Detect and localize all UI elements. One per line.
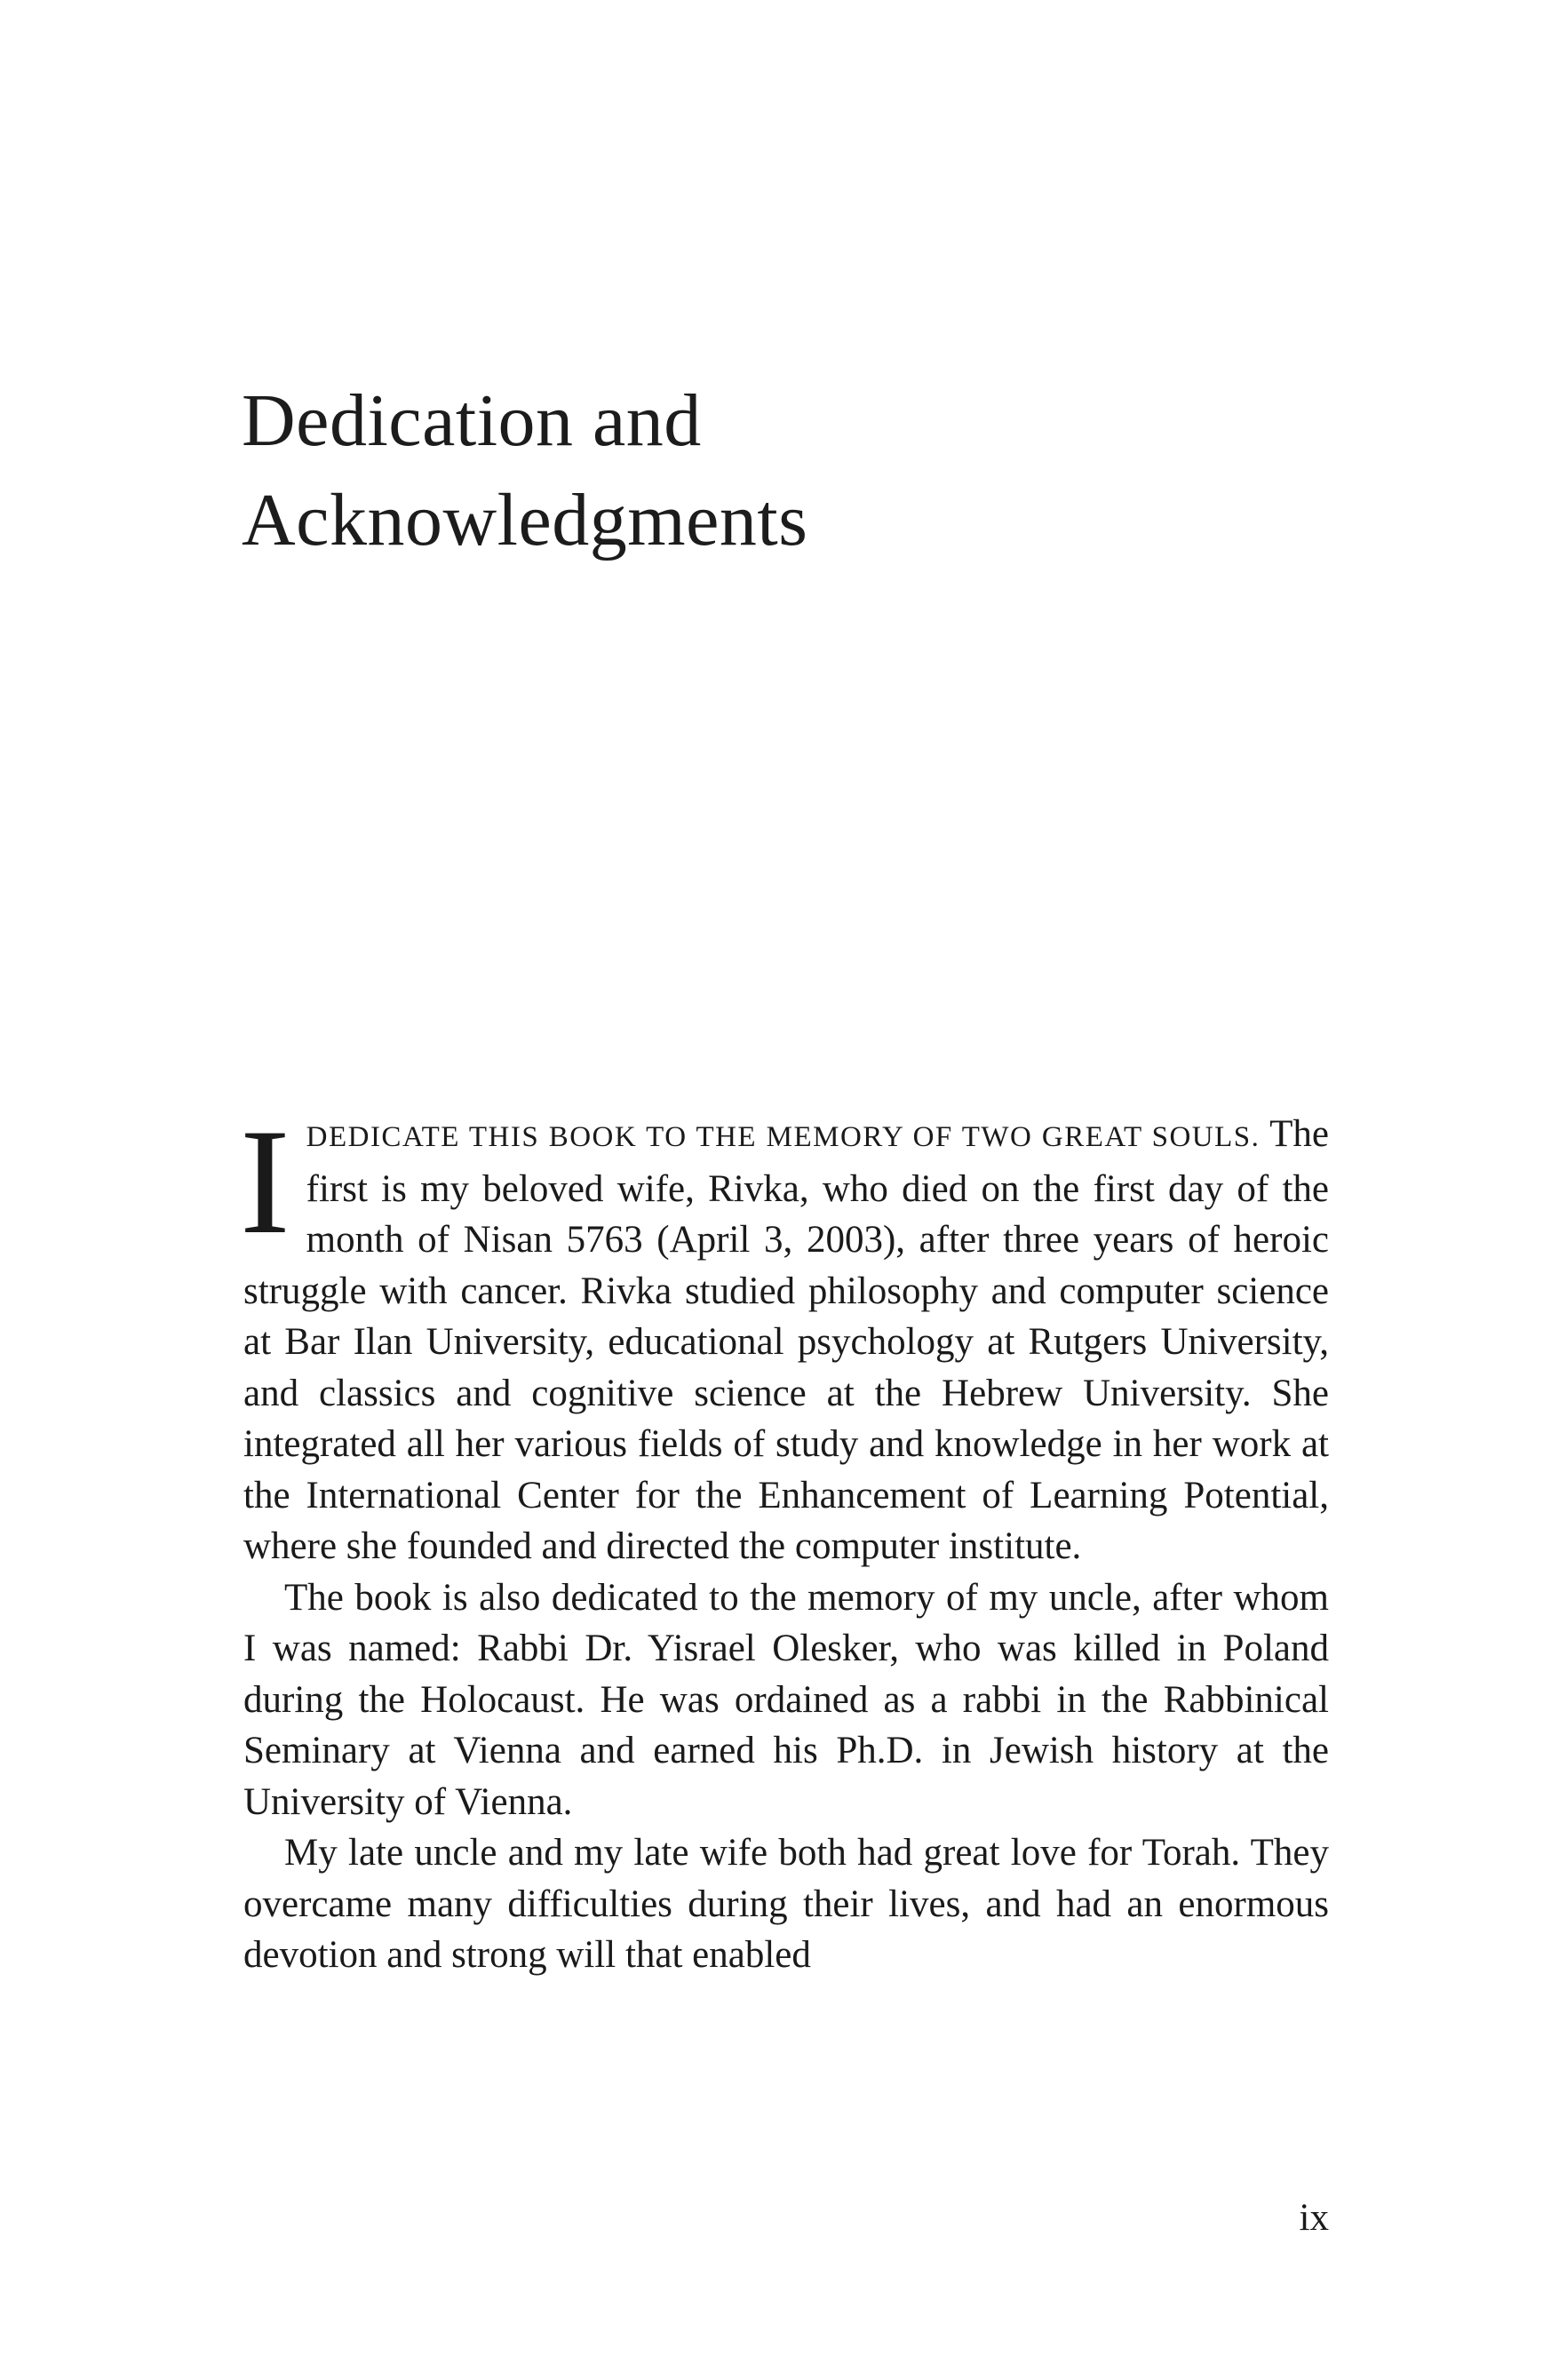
paragraph-1-text: The first is my beloved wife, Rivka, who died on the first day of the month of Nisan 5763 (April 3, 2003), after three years of heroic struggle with cancer. Rivka studied philosophy and computer science at Bar Ilan University, educational psychology at Rutgers University, and classics and cognitive science at the Hebrew University. She integrated all her various fields of study and knowledge in her work at the International Center for the Enhancement of Learning Potential, where she founded and directed the computer institute. bbox=[243, 1113, 1329, 1567]
page-number: ix bbox=[1299, 2197, 1329, 2239]
chapter-title bbox=[242, 371, 1308, 570]
chapter-title-line-1: Dedication and bbox=[242, 379, 702, 462]
dedication-text bbox=[240, 1098, 1329, 1981]
drop-cap: I bbox=[240, 1098, 290, 1265]
lead-in-small-caps: DEDICATE THIS BOOK TO THE MEMORY OF TWO GREAT SOULS. bbox=[306, 1121, 1261, 1153]
paragraph-1 bbox=[240, 1098, 1329, 1572]
paragraph-2: The book is also dedicated to the memory of my uncle, after whom I was named: Rabbi Dr. Yisrael Olesker, who was killed in Poland during the Holocaust. He was ordained as a rabbi in the Rabbinical Seminary at Vienna and earned his Ph.D. in Jewish history at the University of Vienna. bbox=[243, 1576, 1329, 1823]
paragraph-3: My late uncle and my late wife both had great love for Torah. They overcame many difficulties during their lives, and had an enormous devotion and strong will that enabled bbox=[243, 1832, 1329, 1976]
chapter-title-line-2: Acknowledgments bbox=[242, 479, 808, 561]
